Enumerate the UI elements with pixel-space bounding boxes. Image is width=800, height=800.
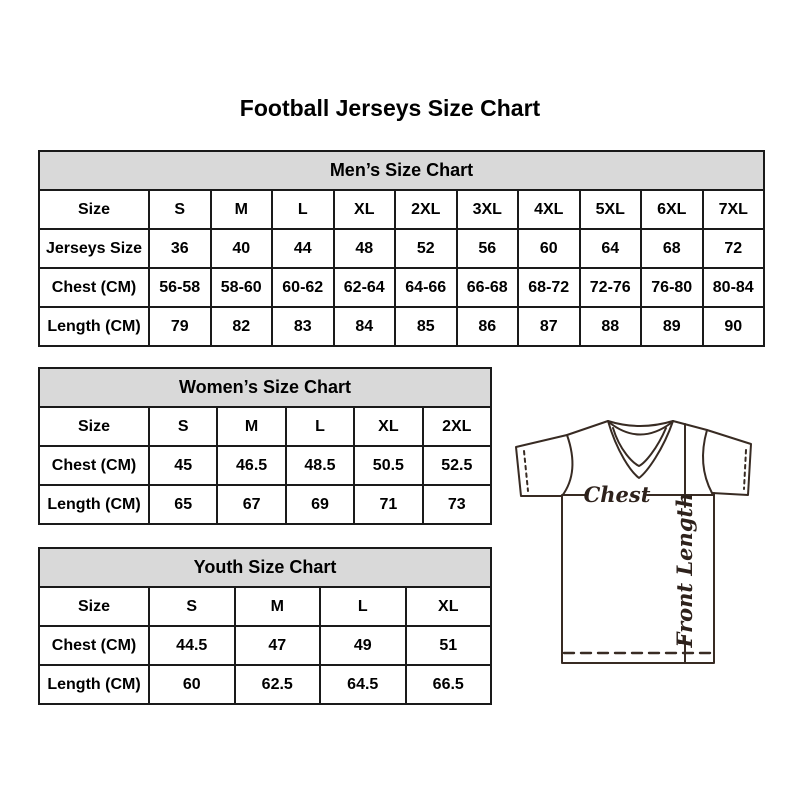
value-cell: 89	[641, 307, 703, 346]
column-header-cell: L	[272, 190, 334, 229]
column-header-cell: XL	[354, 407, 422, 446]
value-cell: 64.5	[320, 665, 406, 704]
table-row	[39, 307, 764, 346]
row-header-cell: Length (CM)	[39, 485, 149, 524]
value-cell: 66.5	[406, 665, 492, 704]
column-header-cell: 7XL	[703, 190, 765, 229]
value-cell: 60-62	[272, 268, 334, 307]
value-cell: 85	[395, 307, 457, 346]
value-cell: 52	[395, 229, 457, 268]
table-title: Women’s Size Chart	[39, 368, 491, 407]
value-cell: 64-66	[395, 268, 457, 307]
value-cell: 66-68	[457, 268, 519, 307]
value-cell: 87	[518, 307, 580, 346]
column-header-cell: M	[217, 407, 285, 446]
value-cell: 36	[149, 229, 211, 268]
collar-outer-v	[608, 421, 673, 478]
row-header-cell: Chest (CM)	[39, 626, 149, 665]
column-header-cell: 2XL	[423, 407, 491, 446]
value-cell: 60	[518, 229, 580, 268]
table-title: Youth Size Chart	[39, 548, 491, 587]
column-header-cell: S	[149, 190, 211, 229]
value-cell: 64	[580, 229, 642, 268]
value-cell: 56-58	[149, 268, 211, 307]
left-armhole-seam	[562, 435, 572, 496]
column-header-cell: S	[149, 407, 217, 446]
mens-size-table	[38, 150, 765, 347]
column-header-cell: XL	[406, 587, 492, 626]
table-title-row	[39, 368, 491, 407]
value-cell: 83	[272, 307, 334, 346]
value-cell: 76-80	[641, 268, 703, 307]
value-cell: 49	[320, 626, 406, 665]
front-length-label: Front Length	[672, 492, 697, 648]
table-row	[39, 587, 491, 626]
column-header-cell: 3XL	[457, 190, 519, 229]
table-row	[39, 407, 491, 446]
youth-size-table	[38, 547, 492, 705]
table-title-row	[39, 151, 764, 190]
value-cell: 46.5	[217, 446, 285, 485]
value-cell: 68-72	[518, 268, 580, 307]
row-header-cell: Jerseys Size	[39, 229, 149, 268]
column-header-cell: M	[235, 587, 321, 626]
column-header-cell: L	[320, 587, 406, 626]
row-header-cell: Chest (CM)	[39, 446, 149, 485]
value-cell: 51	[406, 626, 492, 665]
right-cuff-stitch-line	[744, 450, 746, 489]
value-cell: 80-84	[703, 268, 765, 307]
column-header-cell: Size	[39, 190, 149, 229]
jersey-measurement-diagram	[505, 410, 757, 668]
row-header-cell: Length (CM)	[39, 307, 149, 346]
chest-label: Chest	[583, 482, 651, 507]
value-cell: 47	[235, 626, 321, 665]
value-cell: 69	[286, 485, 354, 524]
value-cell: 58-60	[211, 268, 273, 307]
table-title: Men’s Size Chart	[39, 151, 764, 190]
table-row	[39, 626, 491, 665]
value-cell: 72	[703, 229, 765, 268]
value-cell: 50.5	[354, 446, 422, 485]
value-cell: 68	[641, 229, 703, 268]
table-title-row	[39, 548, 491, 587]
row-header-cell: Chest (CM)	[39, 268, 149, 307]
column-header-cell: L	[286, 407, 354, 446]
column-header-cell: M	[211, 190, 273, 229]
page-title: Football Jerseys Size Chart	[239, 95, 541, 121]
value-cell: 65	[149, 485, 217, 524]
column-header-cell: 6XL	[641, 190, 703, 229]
table-row	[39, 446, 491, 485]
column-header-cell: XL	[334, 190, 396, 229]
column-header-cell: 4XL	[518, 190, 580, 229]
value-cell: 48.5	[286, 446, 354, 485]
value-cell: 48	[334, 229, 396, 268]
womens-size-table	[38, 367, 492, 525]
value-cell: 62.5	[235, 665, 321, 704]
column-header-cell: 5XL	[580, 190, 642, 229]
value-cell: 44.5	[149, 626, 235, 665]
table-row	[39, 485, 491, 524]
value-cell: 67	[217, 485, 285, 524]
value-cell: 86	[457, 307, 519, 346]
value-cell: 44	[272, 229, 334, 268]
value-cell: 52.5	[423, 446, 491, 485]
row-header-cell: Length (CM)	[39, 665, 149, 704]
value-cell: 90	[703, 307, 765, 346]
value-cell: 73	[423, 485, 491, 524]
value-cell: 79	[149, 307, 211, 346]
column-header-cell: Size	[39, 587, 149, 626]
value-cell: 60	[149, 665, 235, 704]
table-row	[39, 229, 764, 268]
column-header-cell: Size	[39, 407, 149, 446]
table-row	[39, 190, 764, 229]
value-cell: 45	[149, 446, 217, 485]
value-cell: 56	[457, 229, 519, 268]
right-armhole-seam	[703, 430, 712, 493]
column-header-cell: 2XL	[395, 190, 457, 229]
value-cell: 84	[334, 307, 396, 346]
column-header-cell: S	[149, 587, 235, 626]
value-cell: 71	[354, 485, 422, 524]
table-row	[39, 665, 491, 704]
table-row	[39, 268, 764, 307]
value-cell: 62-64	[334, 268, 396, 307]
value-cell: 72-76	[580, 268, 642, 307]
collar-back-edge	[608, 421, 673, 426]
value-cell: 82	[211, 307, 273, 346]
value-cell: 40	[211, 229, 273, 268]
left-cuff-stitch-line	[524, 451, 528, 491]
value-cell: 88	[580, 307, 642, 346]
